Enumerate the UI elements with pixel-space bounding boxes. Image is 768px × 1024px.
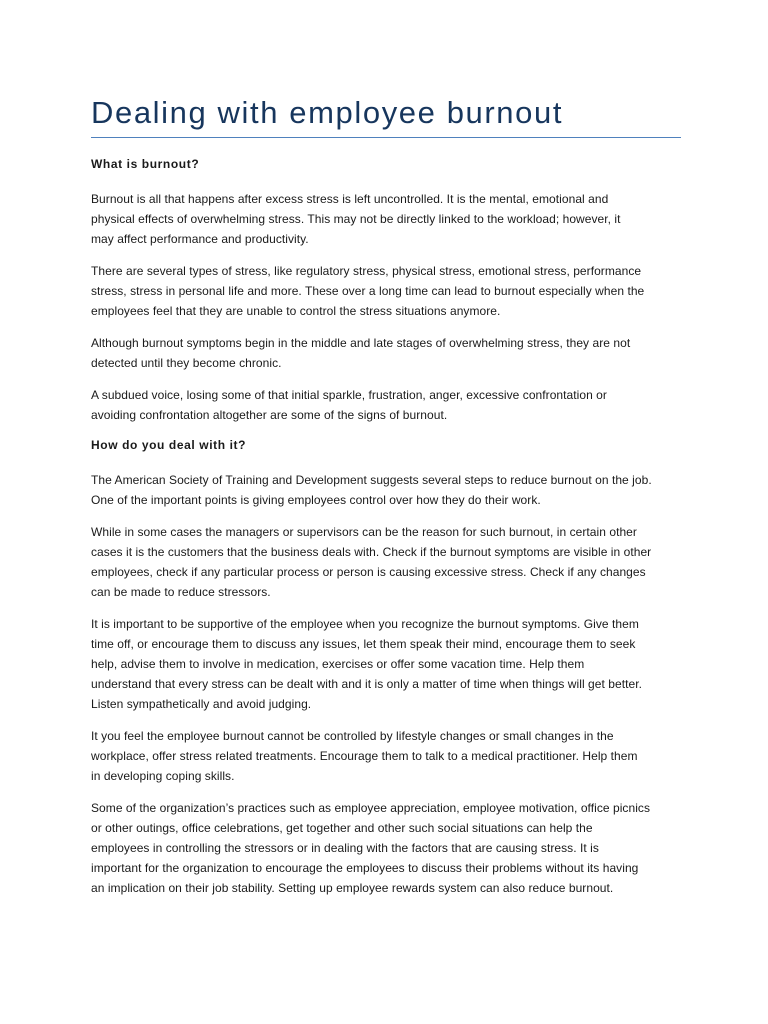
text-line: cases it is the customers that the business deals with. Check if the burnout symptoms are visible in other (91, 545, 652, 559)
text-line: The American Society of Training and Development suggests several steps to reduce burnout on the job. (91, 473, 652, 487)
paragraph (91, 385, 681, 425)
text-line: detected until they become chronic. (91, 356, 282, 370)
paragraph (91, 261, 681, 321)
text-line: in developing coping skills. (91, 769, 235, 783)
text-line: Burnout is all that happens after excess stress is left uncontrolled. It is the mental, emotional and (91, 192, 609, 206)
text-line: an implication on their job stability. Setting up employee rewards system can also reduce burnout. (91, 881, 614, 895)
text-line: Some of the organization’s practices such as employee appreciation, employee motivation, office picnics (91, 801, 651, 815)
text-line: While in some cases the managers or supervisors can be the reason for such burnout, in certain other (91, 525, 637, 539)
text-line: There are several types of stress, like regulatory stress, physical stress, emotional stress, performance (91, 264, 642, 278)
text-line: It is important to be supportive of the employee when you recognize the burnout symptoms. Give them (91, 617, 639, 631)
paragraph (91, 470, 681, 510)
text-line: help, advise them to involve in medication, exercises or offer some vacation time. Help them (91, 657, 585, 671)
text-line: important for the organization to encourage the employees to discuss their problems without its having (91, 861, 639, 875)
text-line: time off, or encourage them to discuss any issues, let them speak their mind, encourage them to seek (91, 637, 636, 651)
text-line: A subdued voice, losing some of that initial sparkle, frustration, anger, excessive confrontation or (91, 388, 607, 402)
section-heading: What is burnout? (91, 157, 200, 171)
text-line: avoiding confrontation altogether are some of the signs of burnout. (91, 408, 448, 422)
paragraph (91, 726, 681, 786)
text-line: stress, stress in personal life and more. These over a long time can lead to burnout especially when the (91, 284, 645, 298)
text-line: It you feel the employee burnout cannot be controlled by lifestyle changes or small changes in the (91, 729, 614, 743)
text-line: workplace, offer stress related treatments. Encourage them to talk to a medical practitioner. Help them (91, 749, 638, 763)
text-line: can be made to reduce stressors. (91, 585, 271, 599)
paragraph (91, 333, 681, 373)
text-line: may affect performance and productivity. (91, 232, 309, 246)
section-heading: How do you deal with it? (91, 438, 247, 452)
text-line: Listen sympathetically and avoid judging. (91, 697, 312, 711)
document-body (91, 94, 681, 910)
paragraph (91, 798, 681, 898)
text-line: employees, check if any particular process or person is causing excessive stress. Check if any changes (91, 565, 646, 579)
text-line: employees in controlling the stressors or in dealing with the factors that are causing stress. It is (91, 841, 599, 855)
title-underline-divider (91, 137, 681, 138)
section-how-to-deal (91, 437, 681, 898)
text-line: Although burnout symptoms begin in the middle and late stages of overwhelming stress, they are not (91, 336, 631, 350)
section-what-is-burnout (91, 156, 681, 425)
text-line: One of the important points is giving employees control over how they do their work. (91, 493, 541, 507)
text-line: physical effects of overwhelming stress. This may not be directly linked to the workload; however, it (91, 212, 621, 226)
text-line: employees feel that they are unable to control the stress situations anymore. (91, 304, 501, 318)
paragraph (91, 522, 681, 602)
text-line: understand that every stress can be dealt with and it is only a matter of time when things will get better. (91, 677, 642, 691)
paragraph (91, 614, 681, 714)
document-title: Dealing with employee burnout (91, 95, 564, 130)
paragraph (91, 189, 681, 249)
text-line: or other outings, office celebrations, get together and other such social situations can help the (91, 821, 593, 835)
